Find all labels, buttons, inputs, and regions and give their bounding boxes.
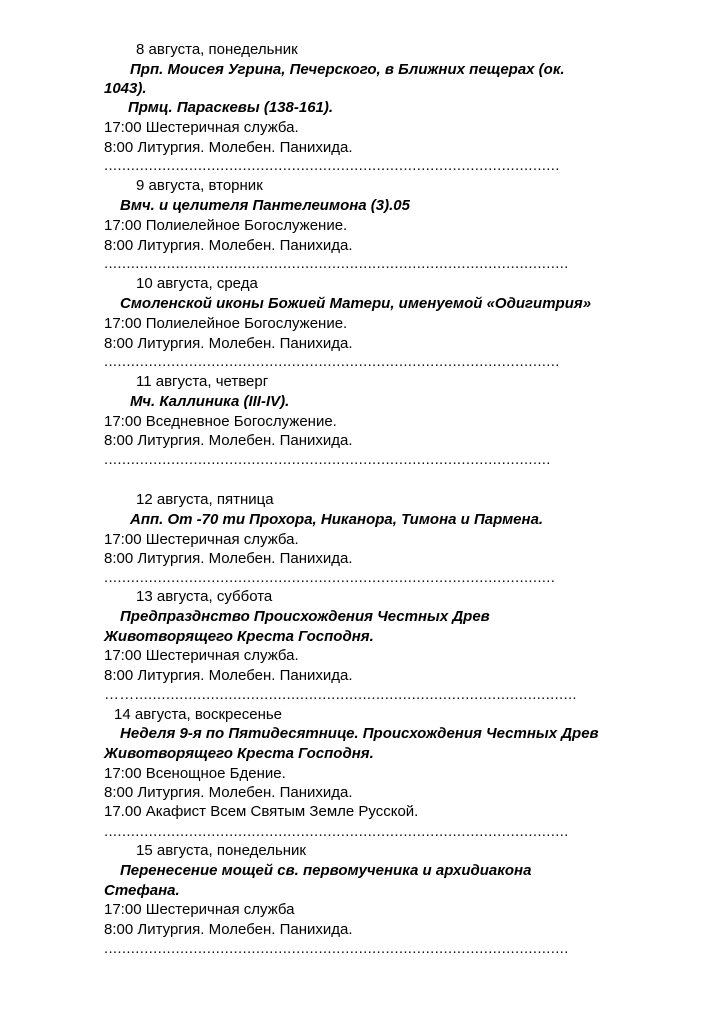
feast-title: Предпразднство Происхождения Честных Древ bbox=[120, 608, 490, 625]
service-line: 8:00 Литургия. Молебен. Панихида. bbox=[104, 432, 353, 449]
service-line: 17:00 Шестеричная служба. bbox=[104, 647, 299, 664]
day-date: 10 августа, среда bbox=[136, 275, 258, 292]
service-line: 17:00 Шестеричная служба. bbox=[104, 531, 299, 548]
separator: ...................................................................................................... bbox=[104, 157, 560, 174]
feast-title: Вмч. и целителя Пантелеимона (3).05 bbox=[120, 197, 410, 214]
service-line: 17.00 Акафист Всем Святым Земле Русской. bbox=[104, 803, 419, 820]
feast-title: Мч. Каллиника (III-IV). bbox=[130, 393, 290, 410]
service-line: 8:00 Литургия. Молебен. Панихида. bbox=[104, 550, 353, 567]
service-line: 17:00 Вседневное Богослужение. bbox=[104, 413, 337, 430]
service-line: 17:00 Всенощное Бдение. bbox=[104, 765, 286, 782]
feast-title-continued: 1043). bbox=[104, 80, 147, 97]
day-date: 13 августа, суббота bbox=[136, 588, 273, 605]
service-line: 8:00 Литургия. Молебен. Панихида. bbox=[104, 921, 353, 938]
day-date: 15 августа, понедельник bbox=[136, 842, 306, 859]
service-line: 17:00 Шестеричная служба bbox=[104, 901, 295, 918]
feast-title-continued: Стефана. bbox=[104, 882, 180, 899]
feast-title-continued: Животворящего Креста Господня. bbox=[104, 745, 374, 762]
service-line: 17:00 Шестеричная служба. bbox=[104, 119, 299, 136]
separator: ...................................................................................................... bbox=[104, 353, 560, 370]
service-line: 17:00 Полиелейное Богослужение. bbox=[104, 315, 348, 332]
feast-title: Смоленской иконы Божией Матери, именуемой «Одигитрия» bbox=[120, 295, 592, 312]
day-date: 12 августа, пятница bbox=[136, 491, 274, 508]
feast-title: Перенесение мощей св. первомученика и архидиакона bbox=[120, 862, 532, 879]
day-date: 8 августа, понедельник bbox=[136, 41, 298, 58]
service-line: 8:00 Литургия. Молебен. Панихида. bbox=[104, 139, 353, 156]
service-line: 8:00 Литургия. Молебен. Панихида. bbox=[104, 784, 353, 801]
service-line: 8:00 Литургия. Молебен. Панихида. bbox=[104, 335, 353, 352]
day-date: 14 августа, воскресенье bbox=[114, 706, 283, 723]
feast-title-continued: Животворящего Креста Господня. bbox=[104, 628, 374, 645]
separator: ……................................................................................................... bbox=[104, 686, 577, 703]
feast-title: Прмц. Параскевы (138-161). bbox=[128, 99, 334, 116]
separator: ........................................................................................................ bbox=[104, 940, 569, 957]
service-line: 17:00 Полиелейное Богослужение. bbox=[104, 217, 348, 234]
separator: .................................................................................................... bbox=[104, 451, 551, 468]
feast-title: Апп. От -70 ти Прохора, Никанора, Тимона и Пармена. bbox=[130, 511, 544, 528]
feast-title: Прп. Моисея Угрина, Печерского, в Ближних пещерах (ок. bbox=[130, 61, 565, 78]
separator: ........................................................................................................ bbox=[104, 823, 569, 840]
separator: ..................................................................................................... bbox=[104, 569, 556, 586]
day-date: 11 августа, четверг bbox=[136, 373, 269, 390]
feast-title: Неделя 9-я по Пятидесятнице. Происхождения Честных Древ bbox=[120, 725, 599, 742]
service-line: 8:00 Литургия. Молебен. Панихида. bbox=[104, 667, 353, 684]
day-date: 9 августа, вторник bbox=[136, 177, 263, 194]
separator: ........................................................................................................ bbox=[104, 255, 569, 272]
service-line: 8:00 Литургия. Молебен. Панихида. bbox=[104, 237, 353, 254]
